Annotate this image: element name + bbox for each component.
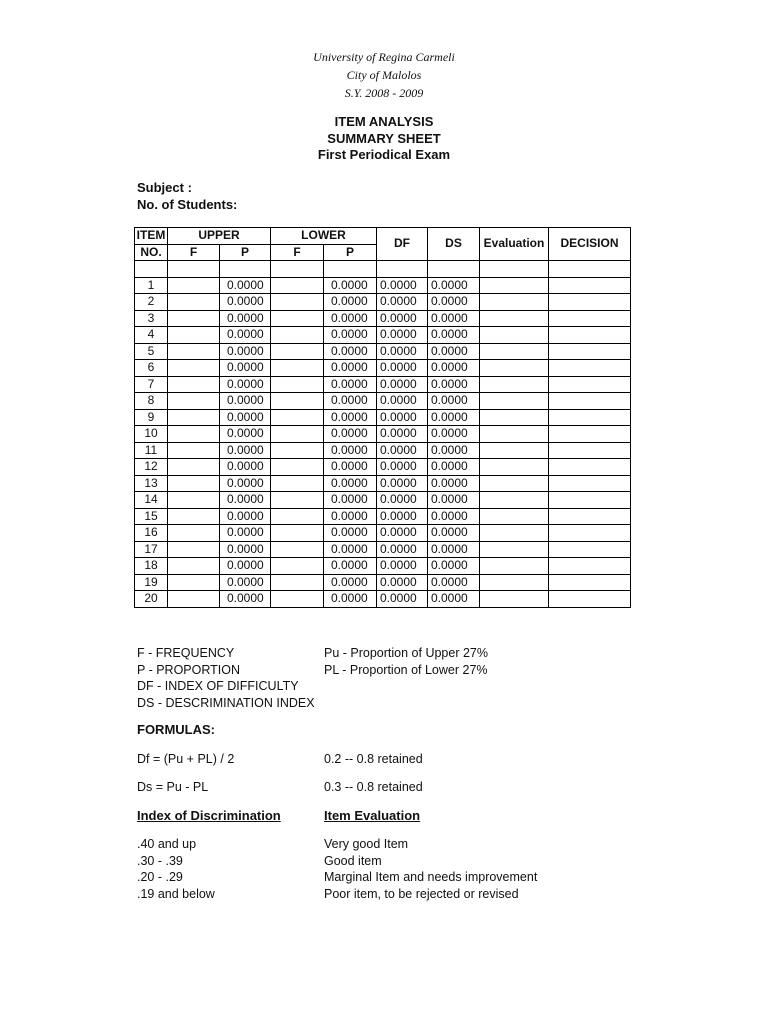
upper-p-cell: 0.0000 bbox=[220, 459, 271, 476]
lower-p-cell: 0.0000 bbox=[324, 558, 377, 575]
decision-cell bbox=[549, 409, 631, 426]
ds-cell: 0.0000 bbox=[428, 541, 480, 558]
evaluation-cell bbox=[480, 459, 549, 476]
table-row bbox=[135, 508, 631, 525]
legend-frequency: F - FREQUENCY bbox=[137, 646, 235, 660]
df-cell: 0.0000 bbox=[377, 343, 428, 360]
lower-p-cell: 0.0000 bbox=[324, 393, 377, 410]
upper-f-cell bbox=[168, 360, 220, 377]
df-cell: 0.0000 bbox=[377, 492, 428, 509]
item-number-cell: 10 bbox=[135, 426, 168, 443]
item-number-cell: 9 bbox=[135, 409, 168, 426]
df-cell: 0.0000 bbox=[377, 508, 428, 525]
decision-cell bbox=[549, 360, 631, 377]
df-cell: 0.0000 bbox=[377, 475, 428, 492]
item-number-cell: 4 bbox=[135, 327, 168, 344]
evaluation-cell bbox=[480, 541, 549, 558]
legend-difficulty: DF - INDEX OF DIFFICULTY bbox=[137, 679, 299, 693]
lower-f-cell bbox=[271, 558, 324, 575]
lower-f-cell bbox=[271, 327, 324, 344]
header-upper: UPPER bbox=[168, 228, 271, 245]
item-number-cell: 20 bbox=[135, 591, 168, 608]
df-cell: 0.0000 bbox=[377, 294, 428, 311]
upper-f-cell bbox=[168, 343, 220, 360]
upper-f-cell bbox=[168, 574, 220, 591]
evaluation-cell bbox=[480, 492, 549, 509]
lower-f-cell bbox=[271, 525, 324, 542]
ds-cell: 0.0000 bbox=[428, 475, 480, 492]
decision-cell bbox=[549, 591, 631, 608]
upper-p-cell: 0.0000 bbox=[220, 393, 271, 410]
upper-p-cell: 0.0000 bbox=[220, 541, 271, 558]
item-number-cell: 17 bbox=[135, 541, 168, 558]
upper-f-cell bbox=[168, 459, 220, 476]
upper-f-cell bbox=[168, 294, 220, 311]
table-row bbox=[135, 409, 631, 426]
ds-cell: 0.0000 bbox=[428, 591, 480, 608]
title-line-1: ITEM ANALYSIS bbox=[334, 114, 434, 129]
lower-f-cell bbox=[271, 310, 324, 327]
table-body bbox=[135, 261, 631, 608]
evaluation-item: Good item bbox=[324, 853, 382, 868]
exam-meta bbox=[137, 180, 237, 213]
header-lower: LOWER bbox=[271, 228, 377, 245]
upper-f-cell bbox=[168, 376, 220, 393]
header-item: ITEM bbox=[135, 228, 168, 245]
upper-p-cell: 0.0000 bbox=[220, 574, 271, 591]
legend-left bbox=[137, 645, 315, 711]
lower-p-cell: 0.0000 bbox=[324, 360, 377, 377]
lower-p-cell: 0.0000 bbox=[324, 442, 377, 459]
decision-cell bbox=[549, 343, 631, 360]
df-cell: 0.0000 bbox=[377, 558, 428, 575]
df-retained: 0.2 -- 0.8 retained bbox=[324, 752, 423, 766]
lower-f-cell bbox=[271, 426, 324, 443]
lower-p-cell: 0.0000 bbox=[324, 492, 377, 509]
item-number-cell: 19 bbox=[135, 574, 168, 591]
lower-p-cell: 0.0000 bbox=[324, 508, 377, 525]
upper-p-cell: 0.0000 bbox=[220, 343, 271, 360]
upper-f-cell bbox=[168, 525, 220, 542]
item-number-cell: 8 bbox=[135, 393, 168, 410]
table-row bbox=[135, 459, 631, 476]
lower-p-cell: 0.0000 bbox=[324, 376, 377, 393]
lower-p-cell: 0.0000 bbox=[324, 294, 377, 311]
df-cell: 0.0000 bbox=[377, 426, 428, 443]
ds-retained: 0.3 -- 0.8 retained bbox=[324, 780, 423, 794]
decision-cell bbox=[549, 558, 631, 575]
lower-p-cell: 0.0000 bbox=[324, 541, 377, 558]
header-lower-p: P bbox=[324, 244, 377, 261]
discrimination-heading: Index of Discrimination bbox=[137, 808, 281, 823]
evaluation-cell bbox=[480, 294, 549, 311]
table-row bbox=[135, 574, 631, 591]
upper-p-cell: 0.0000 bbox=[220, 475, 271, 492]
ds-cell: 0.0000 bbox=[428, 558, 480, 575]
upper-f-cell bbox=[168, 492, 220, 509]
ds-cell: 0.0000 bbox=[428, 360, 480, 377]
upper-f-cell bbox=[168, 327, 220, 344]
lower-f-cell bbox=[271, 360, 324, 377]
lower-f-cell bbox=[271, 591, 324, 608]
upper-f-cell bbox=[168, 426, 220, 443]
df-cell: 0.0000 bbox=[377, 277, 428, 294]
decision-cell bbox=[549, 492, 631, 509]
decision-cell bbox=[549, 525, 631, 542]
city-name: City of Malolos bbox=[346, 68, 422, 82]
upper-f-cell bbox=[168, 409, 220, 426]
ds-cell: 0.0000 bbox=[428, 376, 480, 393]
ds-cell: 0.0000 bbox=[428, 343, 480, 360]
school-year: S.Y. 2008 - 2009 bbox=[344, 86, 424, 100]
item-number-cell: 3 bbox=[135, 310, 168, 327]
lower-p-cell: 0.0000 bbox=[324, 475, 377, 492]
ds-cell: 0.0000 bbox=[428, 310, 480, 327]
upper-f-cell bbox=[168, 442, 220, 459]
ds-cell: 0.0000 bbox=[428, 574, 480, 591]
ds-cell: 0.0000 bbox=[428, 426, 480, 443]
lower-f-cell bbox=[271, 294, 324, 311]
upper-p-cell: 0.0000 bbox=[220, 591, 271, 608]
upper-f-cell bbox=[168, 541, 220, 558]
title-line-3: First Periodical Exam bbox=[317, 147, 451, 162]
legend-pl: PL - Proportion of Lower 27% bbox=[324, 662, 488, 677]
lower-f-cell bbox=[271, 393, 324, 410]
upper-p-cell: 0.0000 bbox=[220, 558, 271, 575]
lower-f-cell bbox=[271, 459, 324, 476]
formulas-heading: FORMULAS: bbox=[137, 722, 215, 737]
evaluation-list bbox=[324, 836, 537, 902]
upper-p-cell: 0.0000 bbox=[220, 442, 271, 459]
upper-p-cell: 0.0000 bbox=[220, 360, 271, 377]
upper-p-cell: 0.0000 bbox=[220, 409, 271, 426]
df-cell: 0.0000 bbox=[377, 591, 428, 608]
upper-p-cell: 0.0000 bbox=[220, 525, 271, 542]
item-number-cell: 18 bbox=[135, 558, 168, 575]
ds-formula: Ds = Pu - PL bbox=[137, 780, 209, 794]
header-evaluation: Evaluation bbox=[480, 228, 549, 261]
header-lower-f: F bbox=[271, 244, 324, 261]
ds-cell: 0.0000 bbox=[428, 277, 480, 294]
lower-f-cell bbox=[271, 492, 324, 509]
decision-cell bbox=[549, 277, 631, 294]
discrimination-ranges bbox=[137, 836, 215, 902]
header-df: DF bbox=[377, 228, 428, 261]
evaluation-cell bbox=[480, 508, 549, 525]
df-cell: 0.0000 bbox=[377, 310, 428, 327]
table-row bbox=[135, 310, 631, 327]
students-label: No. of Students: bbox=[137, 196, 238, 212]
table-row bbox=[135, 426, 631, 443]
header-upper-p: P bbox=[220, 244, 271, 261]
ds-cell: 0.0000 bbox=[428, 508, 480, 525]
upper-f-cell bbox=[168, 508, 220, 525]
upper-f-cell bbox=[168, 310, 220, 327]
ds-cell: 0.0000 bbox=[428, 442, 480, 459]
legend-proportion: P - PROPORTION bbox=[137, 662, 241, 677]
header-no: NO. bbox=[135, 244, 168, 261]
evaluation-cell bbox=[480, 277, 549, 294]
lower-p-cell: 0.0000 bbox=[324, 574, 377, 591]
ds-cell: 0.0000 bbox=[428, 409, 480, 426]
item-number-cell: 1 bbox=[135, 277, 168, 294]
range-item: .19 and below bbox=[137, 886, 215, 901]
evaluation-cell bbox=[480, 376, 549, 393]
item-number-cell: 7 bbox=[135, 376, 168, 393]
evaluation-cell bbox=[480, 525, 549, 542]
decision-cell bbox=[549, 327, 631, 344]
evaluation-cell bbox=[480, 426, 549, 443]
decision-cell bbox=[549, 442, 631, 459]
decision-cell bbox=[549, 393, 631, 410]
lower-f-cell bbox=[271, 376, 324, 393]
range-item: .30 - .39 bbox=[137, 853, 183, 868]
lower-f-cell bbox=[271, 541, 324, 558]
table-row bbox=[135, 327, 631, 344]
range-item: .40 and up bbox=[137, 837, 197, 851]
table-row bbox=[135, 376, 631, 393]
evaluation-cell bbox=[480, 393, 549, 410]
lower-f-cell bbox=[271, 277, 324, 294]
evaluation-cell bbox=[480, 360, 549, 377]
table-row bbox=[135, 591, 631, 608]
evaluation-cell bbox=[480, 327, 549, 344]
evaluation-cell bbox=[480, 591, 549, 608]
upper-f-cell bbox=[168, 475, 220, 492]
upper-p-cell: 0.0000 bbox=[220, 327, 271, 344]
table-row bbox=[135, 294, 631, 311]
decision-cell bbox=[549, 508, 631, 525]
item-number-cell: 12 bbox=[135, 459, 168, 476]
upper-p-cell: 0.0000 bbox=[220, 294, 271, 311]
ds-cell: 0.0000 bbox=[428, 327, 480, 344]
evaluation-cell bbox=[480, 310, 549, 327]
lower-f-cell bbox=[271, 343, 324, 360]
evaluation-cell bbox=[480, 558, 549, 575]
lower-p-cell: 0.0000 bbox=[324, 591, 377, 608]
df-cell: 0.0000 bbox=[377, 541, 428, 558]
df-cell: 0.0000 bbox=[377, 409, 428, 426]
lower-p-cell: 0.0000 bbox=[324, 459, 377, 476]
df-cell: 0.0000 bbox=[377, 459, 428, 476]
university-name: University of Regina Carmeli bbox=[313, 50, 455, 64]
table-spacer-row bbox=[135, 261, 631, 278]
evaluation-item: Marginal Item and needs improvement bbox=[324, 870, 538, 884]
range-item: .20 - .29 bbox=[137, 870, 183, 884]
table-row bbox=[135, 492, 631, 509]
subject-label: Subject : bbox=[137, 180, 192, 195]
df-cell: 0.0000 bbox=[377, 525, 428, 542]
header-ds: DS bbox=[428, 228, 480, 261]
legend-right bbox=[324, 645, 488, 678]
lower-f-cell bbox=[271, 574, 324, 591]
upper-p-cell: 0.0000 bbox=[220, 426, 271, 443]
upper-f-cell bbox=[168, 393, 220, 410]
ds-cell: 0.0000 bbox=[428, 459, 480, 476]
ds-cell: 0.0000 bbox=[428, 525, 480, 542]
header-upper-f: F bbox=[168, 244, 220, 261]
table-row bbox=[135, 541, 631, 558]
df-cell: 0.0000 bbox=[377, 442, 428, 459]
table-row bbox=[135, 558, 631, 575]
ds-cell: 0.0000 bbox=[428, 393, 480, 410]
df-cell: 0.0000 bbox=[377, 360, 428, 377]
evaluation-item: Very good Item bbox=[324, 837, 409, 851]
decision-cell bbox=[549, 475, 631, 492]
evaluation-cell bbox=[480, 442, 549, 459]
title-line-2: SUMMARY SHEET bbox=[327, 130, 441, 146]
upper-p-cell: 0.0000 bbox=[220, 277, 271, 294]
evaluation-cell bbox=[480, 343, 549, 360]
ds-cell: 0.0000 bbox=[428, 492, 480, 509]
ds-cell: 0.0000 bbox=[428, 294, 480, 311]
table-row bbox=[135, 442, 631, 459]
item-number-cell: 13 bbox=[135, 475, 168, 492]
table-row bbox=[135, 475, 631, 492]
legend-discrimination: DS - DESCRIMINATION INDEX bbox=[137, 695, 315, 710]
decision-cell bbox=[549, 459, 631, 476]
lower-f-cell bbox=[271, 409, 324, 426]
item-number-cell: 11 bbox=[135, 442, 168, 459]
table-row bbox=[135, 393, 631, 410]
table-row bbox=[135, 343, 631, 360]
lower-p-cell: 0.0000 bbox=[324, 310, 377, 327]
legend-pu: Pu - Proportion of Upper 27% bbox=[324, 646, 488, 660]
item-analysis-table bbox=[134, 227, 631, 608]
item-number-cell: 6 bbox=[135, 360, 168, 377]
lower-p-cell: 0.0000 bbox=[324, 343, 377, 360]
table-row bbox=[135, 360, 631, 377]
table-row bbox=[135, 525, 631, 542]
lower-f-cell bbox=[271, 475, 324, 492]
lower-p-cell: 0.0000 bbox=[324, 327, 377, 344]
lower-p-cell: 0.0000 bbox=[324, 409, 377, 426]
lower-p-cell: 0.0000 bbox=[324, 525, 377, 542]
header-decision: DECISION bbox=[549, 228, 631, 261]
df-cell: 0.0000 bbox=[377, 376, 428, 393]
lower-p-cell: 0.0000 bbox=[324, 426, 377, 443]
evaluation-cell bbox=[480, 409, 549, 426]
evaluation-cell bbox=[480, 574, 549, 591]
table-row bbox=[135, 277, 631, 294]
df-cell: 0.0000 bbox=[377, 393, 428, 410]
upper-f-cell bbox=[168, 591, 220, 608]
item-number-cell: 5 bbox=[135, 343, 168, 360]
lower-f-cell bbox=[271, 442, 324, 459]
item-number-cell: 16 bbox=[135, 525, 168, 542]
decision-cell bbox=[549, 376, 631, 393]
item-number-cell: 15 bbox=[135, 508, 168, 525]
upper-f-cell bbox=[168, 558, 220, 575]
lower-p-cell: 0.0000 bbox=[324, 277, 377, 294]
decision-cell bbox=[549, 541, 631, 558]
decision-cell bbox=[549, 294, 631, 311]
lower-f-cell bbox=[271, 508, 324, 525]
decision-cell bbox=[549, 426, 631, 443]
upper-f-cell bbox=[168, 277, 220, 294]
df-cell: 0.0000 bbox=[377, 574, 428, 591]
upper-p-cell: 0.0000 bbox=[220, 376, 271, 393]
decision-cell bbox=[549, 310, 631, 327]
upper-p-cell: 0.0000 bbox=[220, 508, 271, 525]
decision-cell bbox=[549, 574, 631, 591]
upper-p-cell: 0.0000 bbox=[220, 492, 271, 509]
evaluation-item: Poor item, to be rejected or revised bbox=[324, 886, 519, 901]
school-header bbox=[0, 48, 768, 102]
upper-p-cell: 0.0000 bbox=[220, 310, 271, 327]
df-formula: Df = (Pu + PL) / 2 bbox=[137, 752, 235, 766]
document-title bbox=[0, 114, 768, 164]
df-cell: 0.0000 bbox=[377, 327, 428, 344]
item-number-cell: 2 bbox=[135, 294, 168, 311]
evaluation-heading: Item Evaluation bbox=[324, 808, 421, 823]
evaluation-cell bbox=[480, 475, 549, 492]
item-number-cell: 14 bbox=[135, 492, 168, 509]
